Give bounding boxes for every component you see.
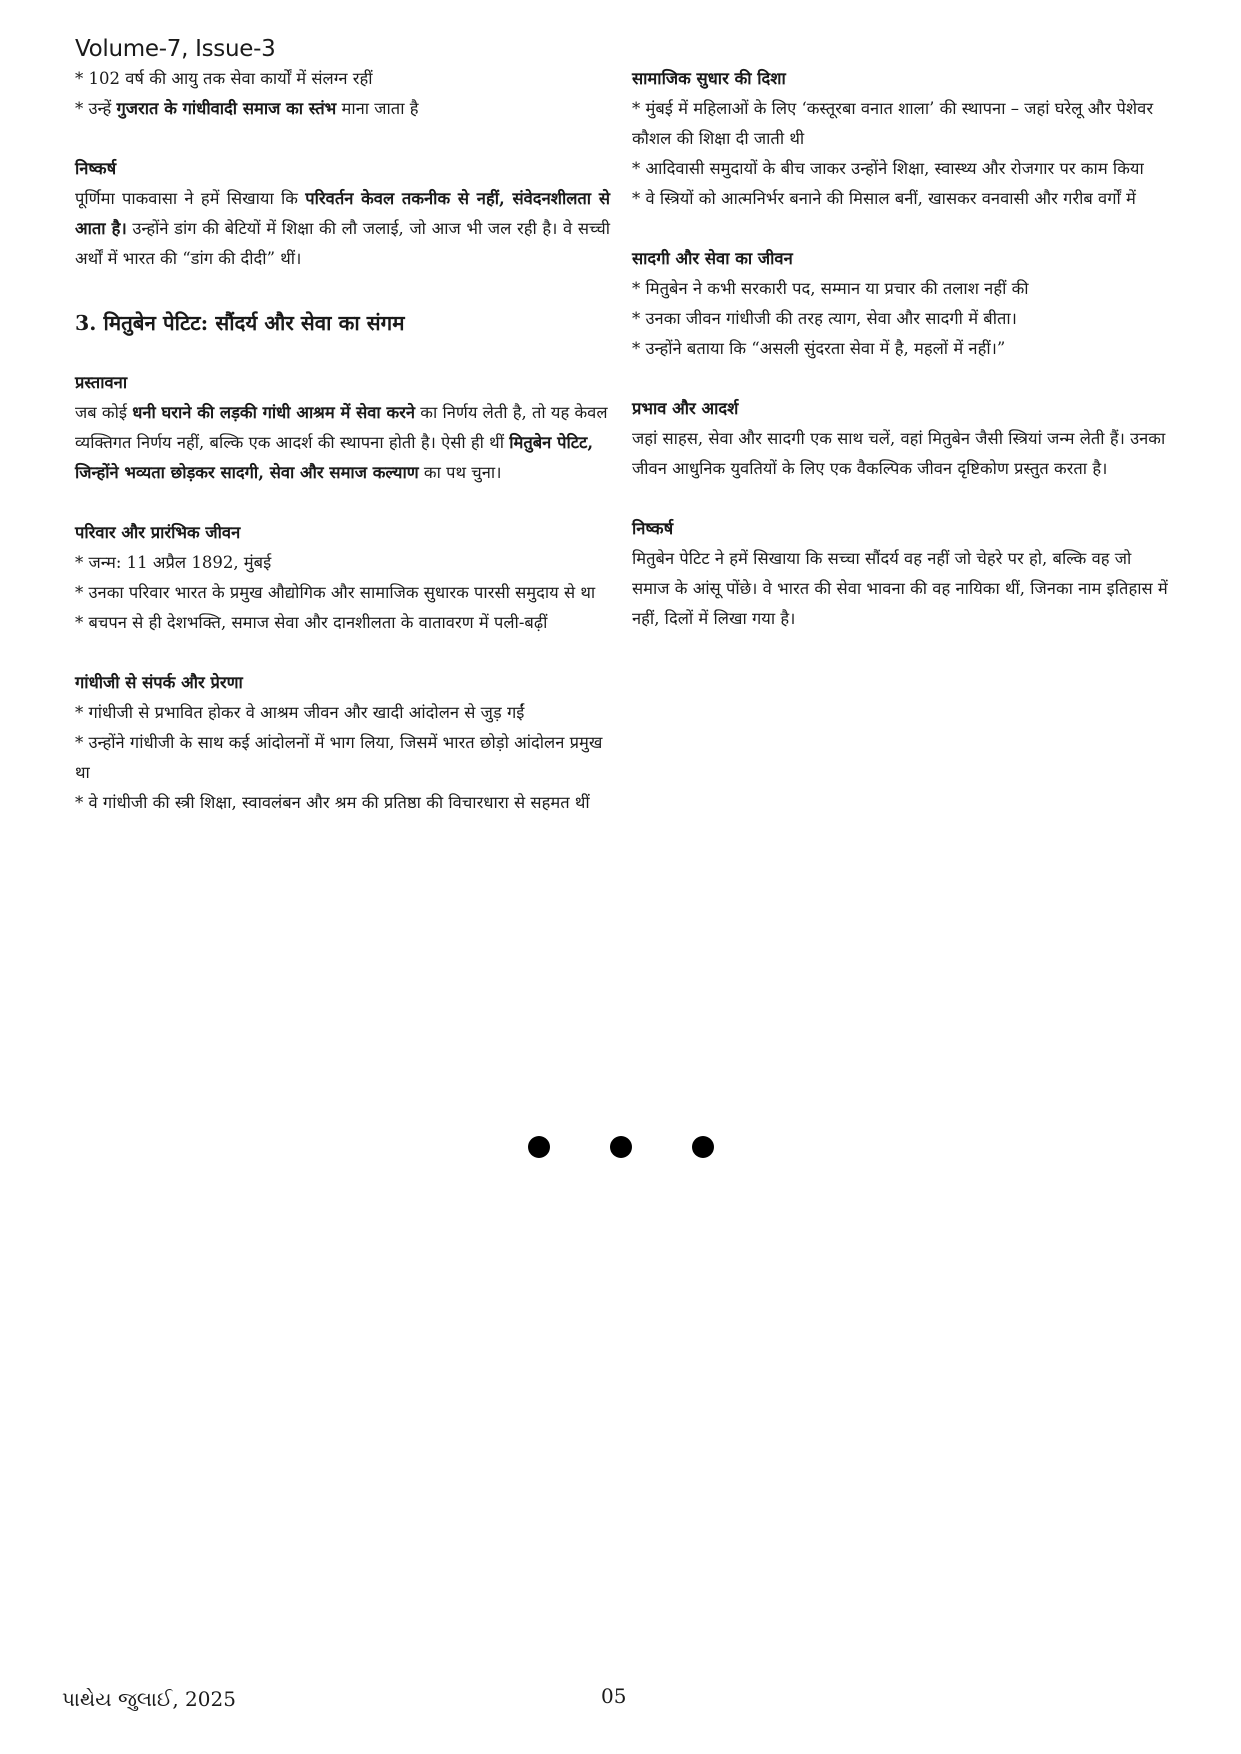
list-item: * 102 वर्ष की आयु तक सेवा कार्यों में संलग्न रहीं: [75, 69, 373, 88]
section-heading-family: परिवार और प्रारंभिक जीवन: [75, 523, 241, 542]
bold-phrase: परिवर्तन केवल तकनीक से नहीं, संवेदनशीलता से आता है।: [75, 189, 610, 238]
list-item: * बचपन से ही देशभक्ति, समाज सेवा और दानशीलता के वातावरण में पली-बढ़ीं: [75, 613, 548, 632]
section-heading-reform: सामाजिक सुधार की दिशा: [632, 69, 786, 88]
list-item: * उन्होंने बताया कि “असली सुंदरता सेवा में है, महलों में नहीं।”: [632, 339, 1006, 358]
right-column: [632, 64, 1170, 634]
section-heading-intro: प्रस्तावना: [75, 373, 128, 392]
list-item: * उन्हें गुजरात के गांधीवादी समाज का स्तंभ माना जाता है: [75, 99, 419, 118]
left-column: [75, 64, 610, 818]
bold-phrase: गुजरात के गांधीवादी समाज का स्तंभ: [116, 99, 337, 118]
conclusion-paragraph: मितुबेन पेटिट ने हमें सिखाया कि सच्चा सौंदर्य वह नहीं जो चेहरे पर हो, बल्कि वह जो समाज के आंसू पोंछे। वे भारत की सेवा भावना की वह नायिका थीं, जिनका नाम इतिहास में नहीं, दिलों में लिखा गया है।: [632, 549, 1168, 628]
dot-icon: [610, 1136, 632, 1158]
impact-paragraph: जहां साहस, सेवा और सादगी एक साथ चलें, वहां मितुबेन जैसी स्त्रियां जन्म लेती हैं। उनका जीवन आधुनिक युवतियों के लिए एक वैकल्पिक जीवन दृष्टिकोण प्रस्तुत करता है।: [632, 429, 1166, 478]
dot-icon: [528, 1136, 550, 1158]
list-item: * जन्म: 11 अप्रैल 1892, मुंबई: [75, 553, 272, 572]
list-item: * उन्होंने गांधीजी के साथ कई आंदोलनों में भाग लिया, जिसमें भारत छोड़ो आंदोलन प्रमुख था: [75, 733, 603, 782]
article-section-title: 3. मितुबेन पेटिट: सौंदर्य और सेवा का संगम: [75, 311, 405, 335]
section-heading-conclusion: निष्कर्ष: [632, 519, 674, 538]
section-heading-conclusion: निष्कर्ष: [75, 159, 117, 178]
dot-icon: [692, 1136, 714, 1158]
section-heading-simplicity: सादगी और सेवा का जीवन: [632, 249, 793, 268]
list-item: * मुंबई में महिलाओं के लिए ‘कस्तूरबा वनात शाला’ की स्थापना – जहां घरेलू और पेशेवर कौशल की शिक्षा दी जाती थी: [632, 99, 1154, 148]
bold-phrase: धनी घराने की लड़की गांधी आश्रम में सेवा करने: [132, 403, 416, 422]
section-heading-impact: प्रभाव और आदर्श: [632, 399, 739, 418]
conclusion-paragraph: पूर्णिमा पाकवासा ने हमें सिखाया कि परिवर्तन केवल तकनीक से नहीं, संवेदनशीलता से आता है। उन्होंने डांग की बेटियों में शिक्षा की लौ जलाई, जो आज भी जल रही है। वे सच्ची अर्थों में भारत की “डांग की दीदी” थीं।: [75, 189, 610, 268]
page-number: 05: [601, 1684, 627, 1708]
footer-publication: પાથેય જુલાઈ, 2025: [62, 1687, 236, 1711]
list-item: * आदिवासी समुदायों के बीच जाकर उन्होंने शिक्षा, स्वास्थ्य और रोजगार पर काम किया: [632, 159, 1144, 178]
list-item: * वे स्त्रियों को आत्मनिर्भर बनाने की मिसाल बनीं, खासकर वनवासी और गरीब वर्गों में: [632, 189, 1136, 208]
list-item: * वे गांधीजी की स्त्री शिक्षा, स्वावलंबन और श्रम की प्रतिष्ठा की विचारधारा से सहमत थीं: [75, 793, 590, 812]
section-divider-dots: [0, 1136, 1241, 1162]
list-item: * गांधीजी से प्रभावित होकर वे आश्रम जीवन और खादी आंदोलन से जुड़ गईं: [75, 703, 525, 722]
list-item: * उनका जीवन गांधीजी की तरह त्याग, सेवा और सादगी में बीता।: [632, 309, 1017, 328]
bold-phrase: मितुबेन पेटिट, जिन्होंने भव्यता छोड़कर सादगी, सेवा और समाज कल्याण: [75, 433, 594, 482]
issue-header: Volume-7, Issue-3: [75, 36, 276, 62]
section-heading-gandhi: गांधीजी से संपर्क और प्रेरणा: [75, 673, 243, 692]
list-item: * उनका परिवार भारत के प्रमुख औद्योगिक और सामाजिक सुधारक पारसी समुदाय से था: [75, 583, 596, 602]
list-item: * मितुबेन ने कभी सरकारी पद, सम्मान या प्रचार की तलाश नहीं की: [632, 279, 1029, 298]
intro-paragraph: जब कोई धनी घराने की लड़की गांधी आश्रम में सेवा करने का निर्णय लेती है, तो यह केवल व्यक्तिगत निर्णय नहीं, बल्कि एक आदर्श की स्थापना होती है। ऐसी ही थीं मितुबेन पेटिट, जिन्होंने भव्यता छोड़कर सादगी, सेवा और समाज कल्याण का पथ चुना।: [75, 403, 608, 482]
